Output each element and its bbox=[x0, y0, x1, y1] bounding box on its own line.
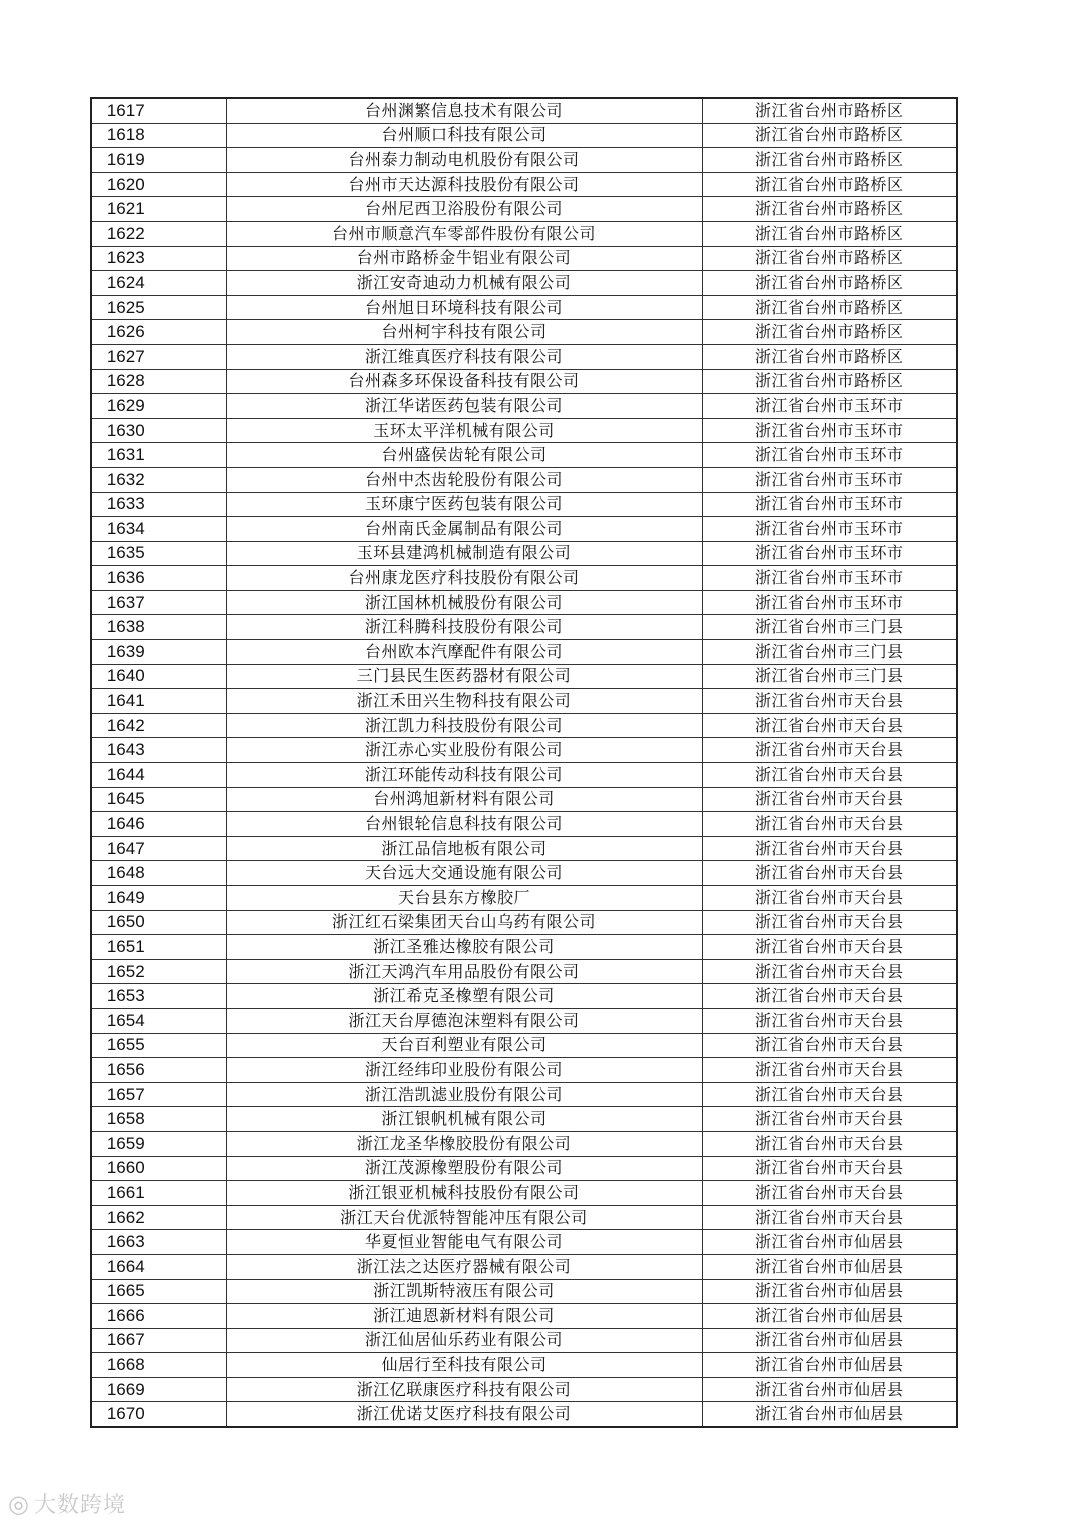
region: 浙江省台州市仙居县 bbox=[702, 1402, 957, 1427]
row-number: 1646 bbox=[91, 812, 226, 837]
region: 浙江省台州市仙居县 bbox=[702, 1377, 957, 1402]
region: 浙江省台州市玉环市 bbox=[702, 492, 957, 517]
row-number: 1647 bbox=[91, 836, 226, 861]
row-number: 1635 bbox=[91, 541, 226, 566]
table-row bbox=[91, 1304, 957, 1329]
row-number: 1618 bbox=[91, 123, 226, 148]
row-number: 1669 bbox=[91, 1377, 226, 1402]
watermark-text: 大数跨境 bbox=[33, 1493, 126, 1518]
company-name: 天台远大交通设施有限公司 bbox=[226, 861, 702, 886]
company-name: 浙江亿联康医疗科技有限公司 bbox=[226, 1377, 702, 1402]
table-row bbox=[91, 664, 957, 689]
table-row bbox=[91, 566, 957, 591]
table-row bbox=[91, 197, 957, 222]
table-row bbox=[91, 443, 957, 468]
company-name: 浙江天台厚德泡沫塑料有限公司 bbox=[226, 1008, 702, 1033]
table-row bbox=[91, 1058, 957, 1083]
table-row bbox=[91, 861, 957, 886]
company-name: 浙江圣雅达橡胶有限公司 bbox=[226, 935, 702, 960]
region: 浙江省台州市路桥区 bbox=[702, 197, 957, 222]
company-name: 浙江天台优派特智能冲压有限公司 bbox=[226, 1205, 702, 1230]
row-number: 1627 bbox=[91, 344, 226, 369]
table-row bbox=[91, 1156, 957, 1181]
weibo-icon: ◎ bbox=[8, 1490, 30, 1518]
table-row bbox=[91, 1107, 957, 1132]
table-row bbox=[91, 812, 957, 837]
row-number: 1629 bbox=[91, 394, 226, 419]
table-row bbox=[91, 1033, 957, 1058]
row-number: 1628 bbox=[91, 369, 226, 394]
region: 浙江省台州市路桥区 bbox=[702, 271, 957, 296]
company-name: 浙江浩凯滤业股份有限公司 bbox=[226, 1082, 702, 1107]
company-name: 台州欧本汽摩配件有限公司 bbox=[226, 640, 702, 665]
company-name: 浙江华诺医药包装有限公司 bbox=[226, 394, 702, 419]
company-name: 三门县民生医药器材有限公司 bbox=[226, 664, 702, 689]
region: 浙江省台州市仙居县 bbox=[702, 1328, 957, 1353]
table-row bbox=[91, 590, 957, 615]
region: 浙江省台州市玉环市 bbox=[702, 443, 957, 468]
row-number: 1621 bbox=[91, 197, 226, 222]
company-name: 浙江银帆机械有限公司 bbox=[226, 1107, 702, 1132]
company-name: 浙江龙圣华橡胶股份有限公司 bbox=[226, 1131, 702, 1156]
company-name: 台州市路桥金牛铝业有限公司 bbox=[226, 246, 702, 271]
table-row bbox=[91, 123, 957, 148]
region: 浙江省台州市仙居县 bbox=[702, 1353, 957, 1378]
region: 浙江省台州市天台县 bbox=[702, 861, 957, 886]
table-row bbox=[91, 320, 957, 345]
company-name: 浙江优诺艾医疗科技有限公司 bbox=[226, 1402, 702, 1427]
table-row bbox=[91, 984, 957, 1009]
row-number: 1622 bbox=[91, 221, 226, 246]
row-number: 1623 bbox=[91, 246, 226, 271]
region: 浙江省台州市仙居县 bbox=[702, 1230, 957, 1255]
region: 浙江省台州市玉环市 bbox=[702, 394, 957, 419]
row-number: 1631 bbox=[91, 443, 226, 468]
region: 浙江省台州市仙居县 bbox=[702, 1279, 957, 1304]
region: 浙江省台州市路桥区 bbox=[702, 123, 957, 148]
table-row bbox=[91, 148, 957, 173]
row-number: 1656 bbox=[91, 1058, 226, 1083]
company-name: 台州中杰齿轮股份有限公司 bbox=[226, 467, 702, 492]
row-number: 1620 bbox=[91, 172, 226, 197]
company-name: 台州南氏金属制品有限公司 bbox=[226, 517, 702, 542]
table-row bbox=[91, 1131, 957, 1156]
region: 浙江省台州市路桥区 bbox=[702, 344, 957, 369]
row-number: 1662 bbox=[91, 1205, 226, 1230]
region: 浙江省台州市天台县 bbox=[702, 689, 957, 714]
region: 浙江省台州市三门县 bbox=[702, 615, 957, 640]
company-name: 玉环县建鸿机械制造有限公司 bbox=[226, 541, 702, 566]
table-row bbox=[91, 1205, 957, 1230]
company-name: 浙江国林机械股份有限公司 bbox=[226, 590, 702, 615]
table-row bbox=[91, 1402, 957, 1427]
company-name: 浙江法之达医疗器械有限公司 bbox=[226, 1254, 702, 1279]
table-row bbox=[91, 615, 957, 640]
region: 浙江省台州市玉环市 bbox=[702, 566, 957, 591]
region: 浙江省台州市路桥区 bbox=[702, 98, 957, 123]
company-name: 台州市天达源科技股份有限公司 bbox=[226, 172, 702, 197]
company-name: 玉环康宁医药包装有限公司 bbox=[226, 492, 702, 517]
table-row bbox=[91, 738, 957, 763]
region: 浙江省台州市天台县 bbox=[702, 763, 957, 788]
region: 浙江省台州市仙居县 bbox=[702, 1304, 957, 1329]
row-number: 1653 bbox=[91, 984, 226, 1009]
table-row bbox=[91, 1230, 957, 1255]
region: 浙江省台州市天台县 bbox=[702, 1181, 957, 1206]
row-number: 1644 bbox=[91, 763, 226, 788]
company-name: 华夏恒业智能电气有限公司 bbox=[226, 1230, 702, 1255]
region: 浙江省台州市天台县 bbox=[702, 1058, 957, 1083]
table-row bbox=[91, 369, 957, 394]
table-row bbox=[91, 98, 957, 123]
row-number: 1666 bbox=[91, 1304, 226, 1329]
region: 浙江省台州市三门县 bbox=[702, 640, 957, 665]
company-name: 浙江茂源橡塑股份有限公司 bbox=[226, 1156, 702, 1181]
table-row bbox=[91, 1181, 957, 1206]
region: 浙江省台州市路桥区 bbox=[702, 221, 957, 246]
company-name: 浙江维真医疗科技有限公司 bbox=[226, 344, 702, 369]
table-row bbox=[91, 246, 957, 271]
row-number: 1659 bbox=[91, 1131, 226, 1156]
table-row bbox=[91, 763, 957, 788]
company-name: 浙江安奇迪动力机械有限公司 bbox=[226, 271, 702, 296]
region: 浙江省台州市天台县 bbox=[702, 738, 957, 763]
region: 浙江省台州市仙居县 bbox=[702, 1254, 957, 1279]
company-name: 台州旭日环境科技有限公司 bbox=[226, 295, 702, 320]
company-name: 台州盛侯齿轮有限公司 bbox=[226, 443, 702, 468]
row-number: 1637 bbox=[91, 590, 226, 615]
company-name: 台州康龙医疗科技股份有限公司 bbox=[226, 566, 702, 591]
table-row bbox=[91, 467, 957, 492]
table-row bbox=[91, 886, 957, 911]
company-name: 浙江凯力科技股份有限公司 bbox=[226, 713, 702, 738]
table-row bbox=[91, 1377, 957, 1402]
region: 浙江省台州市玉环市 bbox=[702, 467, 957, 492]
company-list-table bbox=[90, 97, 958, 1428]
region: 浙江省台州市路桥区 bbox=[702, 320, 957, 345]
watermark bbox=[8, 1488, 126, 1519]
company-name: 台州森多环保设备科技有限公司 bbox=[226, 369, 702, 394]
region: 浙江省台州市玉环市 bbox=[702, 418, 957, 443]
row-number: 1643 bbox=[91, 738, 226, 763]
company-name: 浙江天鸿汽车用品股份有限公司 bbox=[226, 959, 702, 984]
row-number: 1651 bbox=[91, 935, 226, 960]
table-row bbox=[91, 640, 957, 665]
company-name: 浙江红石梁集团天台山乌药有限公司 bbox=[226, 910, 702, 935]
company-name: 台州鸿旭新材料有限公司 bbox=[226, 787, 702, 812]
row-number: 1650 bbox=[91, 910, 226, 935]
region: 浙江省台州市玉环市 bbox=[702, 517, 957, 542]
region: 浙江省台州市玉环市 bbox=[702, 541, 957, 566]
row-number: 1660 bbox=[91, 1156, 226, 1181]
table-row bbox=[91, 418, 957, 443]
row-number: 1663 bbox=[91, 1230, 226, 1255]
table-row bbox=[91, 689, 957, 714]
company-name: 台州渊繁信息技术有限公司 bbox=[226, 98, 702, 123]
company-name: 浙江品信地板有限公司 bbox=[226, 836, 702, 861]
row-number: 1639 bbox=[91, 640, 226, 665]
row-number: 1626 bbox=[91, 320, 226, 345]
region: 浙江省台州市三门县 bbox=[702, 664, 957, 689]
region: 浙江省台州市天台县 bbox=[702, 935, 957, 960]
table-row bbox=[91, 959, 957, 984]
row-number: 1661 bbox=[91, 1181, 226, 1206]
row-number: 1632 bbox=[91, 467, 226, 492]
table-row bbox=[91, 713, 957, 738]
table-row bbox=[91, 1328, 957, 1353]
region: 浙江省台州市玉环市 bbox=[702, 590, 957, 615]
row-number: 1638 bbox=[91, 615, 226, 640]
company-name: 浙江希克圣橡塑有限公司 bbox=[226, 984, 702, 1009]
row-number: 1645 bbox=[91, 787, 226, 812]
table-row bbox=[91, 344, 957, 369]
region: 浙江省台州市天台县 bbox=[702, 1082, 957, 1107]
company-name: 浙江银亚机械科技股份有限公司 bbox=[226, 1181, 702, 1206]
row-number: 1634 bbox=[91, 517, 226, 542]
table-row bbox=[91, 1008, 957, 1033]
row-number: 1649 bbox=[91, 886, 226, 911]
company-name: 天台百利塑业有限公司 bbox=[226, 1033, 702, 1058]
company-name: 浙江凯斯特液压有限公司 bbox=[226, 1279, 702, 1304]
row-number: 1630 bbox=[91, 418, 226, 443]
row-number: 1668 bbox=[91, 1353, 226, 1378]
region: 浙江省台州市天台县 bbox=[702, 886, 957, 911]
row-number: 1624 bbox=[91, 271, 226, 296]
table-row bbox=[91, 394, 957, 419]
row-number: 1633 bbox=[91, 492, 226, 517]
region: 浙江省台州市路桥区 bbox=[702, 172, 957, 197]
table-row bbox=[91, 517, 957, 542]
row-number: 1657 bbox=[91, 1082, 226, 1107]
row-number: 1654 bbox=[91, 1008, 226, 1033]
company-name: 玉环太平洋机械有限公司 bbox=[226, 418, 702, 443]
table-row bbox=[91, 1279, 957, 1304]
row-number: 1665 bbox=[91, 1279, 226, 1304]
region: 浙江省台州市路桥区 bbox=[702, 246, 957, 271]
row-number: 1670 bbox=[91, 1402, 226, 1427]
region: 浙江省台州市天台县 bbox=[702, 836, 957, 861]
region: 浙江省台州市路桥区 bbox=[702, 148, 957, 173]
row-number: 1664 bbox=[91, 1254, 226, 1279]
region: 浙江省台州市天台县 bbox=[702, 1008, 957, 1033]
table-body bbox=[91, 98, 957, 1427]
company-name: 台州尼西卫浴股份有限公司 bbox=[226, 197, 702, 222]
table-row bbox=[91, 221, 957, 246]
region: 浙江省台州市路桥区 bbox=[702, 295, 957, 320]
row-number: 1642 bbox=[91, 713, 226, 738]
table-row bbox=[91, 1254, 957, 1279]
company-name: 浙江科腾科技股份有限公司 bbox=[226, 615, 702, 640]
row-number: 1652 bbox=[91, 959, 226, 984]
region: 浙江省台州市天台县 bbox=[702, 984, 957, 1009]
table-row bbox=[91, 787, 957, 812]
row-number: 1658 bbox=[91, 1107, 226, 1132]
company-name: 台州柯宇科技有限公司 bbox=[226, 320, 702, 345]
row-number: 1619 bbox=[91, 148, 226, 173]
company-name: 浙江禾田兴生物科技有限公司 bbox=[226, 689, 702, 714]
table-row bbox=[91, 910, 957, 935]
row-number: 1641 bbox=[91, 689, 226, 714]
table-row bbox=[91, 836, 957, 861]
region: 浙江省台州市天台县 bbox=[702, 1107, 957, 1132]
company-name: 浙江仙居仙乐药业有限公司 bbox=[226, 1328, 702, 1353]
table-row bbox=[91, 541, 957, 566]
region: 浙江省台州市天台县 bbox=[702, 713, 957, 738]
region: 浙江省台州市天台县 bbox=[702, 1156, 957, 1181]
region: 浙江省台州市天台县 bbox=[702, 1205, 957, 1230]
company-name: 浙江环能传动科技有限公司 bbox=[226, 763, 702, 788]
region: 浙江省台州市天台县 bbox=[702, 1033, 957, 1058]
row-number: 1636 bbox=[91, 566, 226, 591]
row-number: 1655 bbox=[91, 1033, 226, 1058]
row-number: 1625 bbox=[91, 295, 226, 320]
company-name: 天台县东方橡胶厂 bbox=[226, 886, 702, 911]
region: 浙江省台州市天台县 bbox=[702, 812, 957, 837]
company-name: 台州银轮信息科技有限公司 bbox=[226, 812, 702, 837]
row-number: 1667 bbox=[91, 1328, 226, 1353]
company-name: 台州市顺意汽车零部件股份有限公司 bbox=[226, 221, 702, 246]
region: 浙江省台州市天台县 bbox=[702, 787, 957, 812]
company-name: 台州泰力制动电机股份有限公司 bbox=[226, 148, 702, 173]
company-name: 浙江赤心实业股份有限公司 bbox=[226, 738, 702, 763]
region: 浙江省台州市路桥区 bbox=[702, 369, 957, 394]
company-name: 仙居行至科技有限公司 bbox=[226, 1353, 702, 1378]
table-row bbox=[91, 172, 957, 197]
company-name: 浙江迪恩新材料有限公司 bbox=[226, 1304, 702, 1329]
company-name: 台州顺口科技有限公司 bbox=[226, 123, 702, 148]
row-number: 1617 bbox=[91, 98, 226, 123]
region: 浙江省台州市天台县 bbox=[702, 1131, 957, 1156]
table-row bbox=[91, 295, 957, 320]
region: 浙江省台州市天台县 bbox=[702, 910, 957, 935]
table-row bbox=[91, 271, 957, 296]
row-number: 1648 bbox=[91, 861, 226, 886]
table-row bbox=[91, 1082, 957, 1107]
table-row bbox=[91, 492, 957, 517]
company-name: 浙江经纬印业股份有限公司 bbox=[226, 1058, 702, 1083]
row-number: 1640 bbox=[91, 664, 226, 689]
table-row bbox=[91, 935, 957, 960]
table-row bbox=[91, 1353, 957, 1378]
region: 浙江省台州市天台县 bbox=[702, 959, 957, 984]
